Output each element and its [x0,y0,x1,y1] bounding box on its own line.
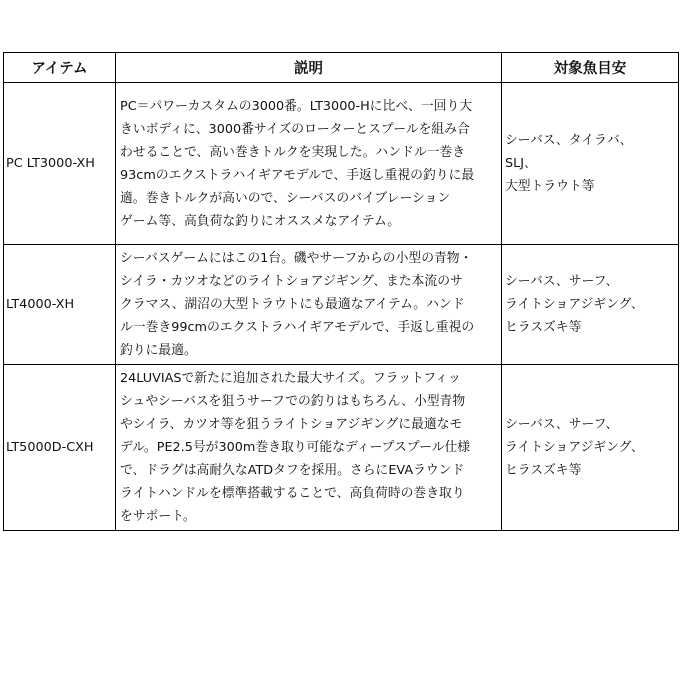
header-fish: 対象魚目安 [502,53,679,83]
table-row [4,245,679,365]
description-line: PC＝パワーカスタムの3000番。LT3000-Hに比べ、一回り大 [120,98,473,114]
item-cell: LT5000D-CXH [4,365,116,531]
table-row [4,365,679,531]
table-header-row [4,53,679,83]
description-line: 釣りに最適。 [120,343,197,358]
fish-line: シーバス、サーフ、 [505,417,619,432]
fish-line: シーバス、サーフ、 [505,274,619,289]
fish-line: 大型トラウト等 [505,179,595,194]
description-line: やシイラ、カツオ等を狙うライトショアジギングに最適なモ [120,417,463,432]
description-line: ライトハンドルを標準搭載することで、高負荷時の巻き取り [120,486,465,501]
fish-line: ヒラスズキ等 [505,320,582,335]
description-line: で、ドラグは高耐久なATDタフを採用。さらにEVAラウンド [120,463,465,478]
description-line: ゲーム等、高負荷な釣りにオススメなアイテム。 [120,213,400,229]
description-line: 93cmのエクストラハイギアモデルで、手返し重視の釣りに最 [120,167,475,183]
fish-cell [502,83,679,245]
table-row [4,83,679,245]
item-cell: PC LT3000-XH [4,83,116,245]
description-cell [116,83,502,245]
fish-line: ライトショアジギング、 [505,297,644,312]
spec-table [3,52,679,531]
fish-line: シーバス、タイラバ、 [505,133,633,148]
item-cell: LT4000-XH [4,245,116,365]
description-line: 適。巻きトルクが高いので、シーバスのバイブレーション [120,190,451,206]
description-line: シーバスゲームにはこの1台。磯やサーフからの小型の青物・ [120,251,473,266]
description-line: をサポート。 [120,509,196,524]
description-cell [116,245,502,365]
description-line: デル。PE2.5号が300m巻き取り可能なディープスプール仕様 [120,440,471,455]
fish-line: ヒラスズキ等 [505,463,582,478]
description-line: わせることで、高い巻きトルクを実現した。ハンドル一巻き [120,144,466,160]
fish-line: SLJ、 [505,156,537,171]
header-description: 説明 [116,53,502,83]
header-item: アイテム [4,53,116,83]
fish-line: ライトショアジギング、 [505,440,644,455]
description-line: きいボディに、3000番サイズのローターとスプールを組み合 [120,121,470,137]
description-line: 24LUVIASで新たに追加された最大サイズ。フラットフィッ [120,371,461,386]
description-line: クラマス、湖沼の大型トラウトにも最適なアイテム。ハンド [120,297,465,312]
fish-cell [502,365,679,531]
description-line: シュやシーバスを狙うサーフでの釣りはもちろん、小型青物 [120,394,466,409]
description-cell [116,365,502,531]
description-line: ル一巻き99cmのエクストラハイギアモデルで、手返し重視の [120,320,475,335]
fish-cell [502,245,679,365]
description-line: シイラ・カツオなどのライトショアジギング、また本流のサ [120,274,463,289]
